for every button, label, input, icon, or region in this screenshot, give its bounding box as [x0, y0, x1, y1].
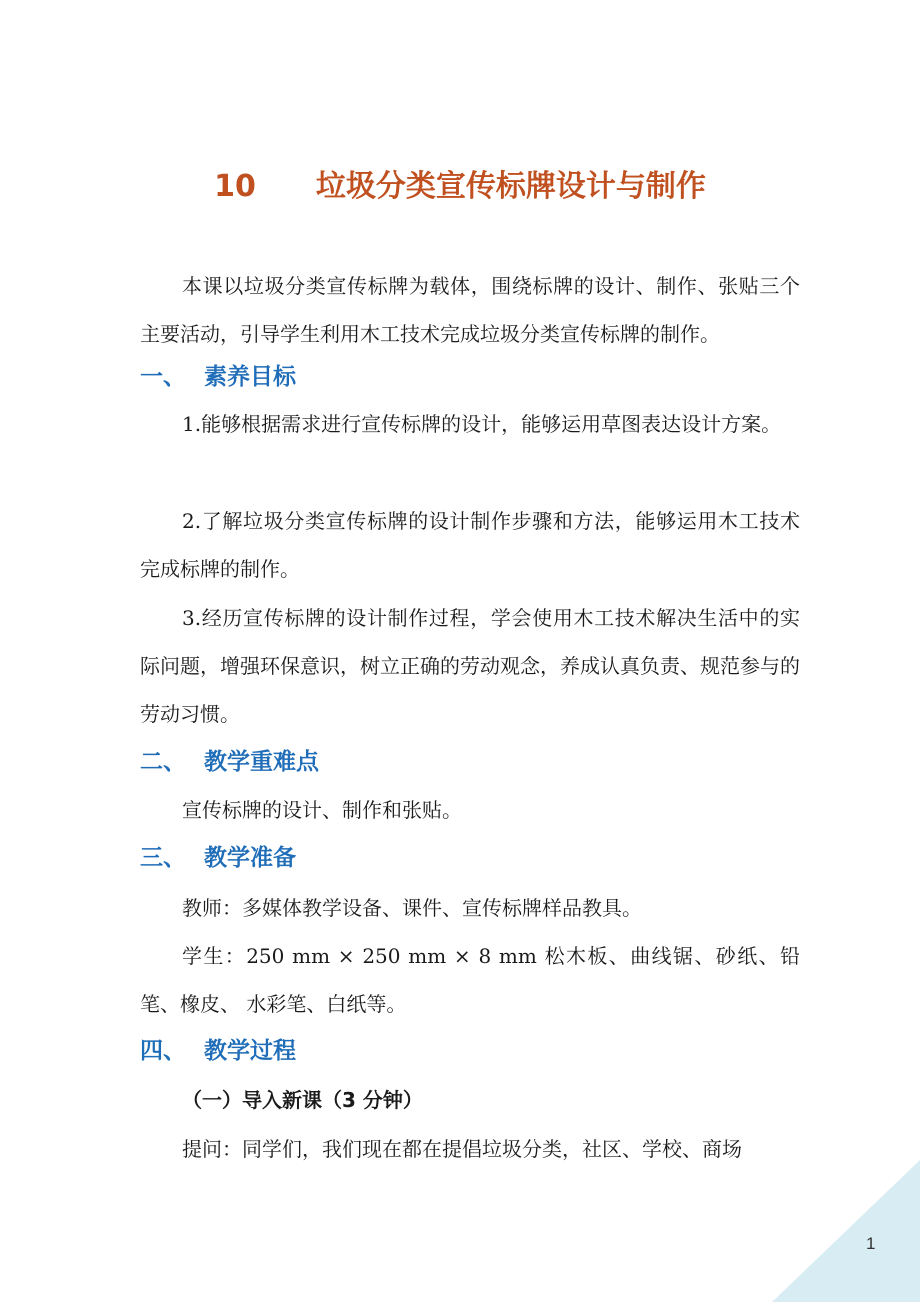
section-heading-3 [140, 838, 296, 878]
goal-item-1: 1.能够根据需求进行宣传标牌的设计，能够运用草图表达设计方案。 [182, 412, 782, 436]
corner-decoration [772, 1160, 920, 1302]
section-heading-2 [140, 742, 319, 782]
process-question: 提问：同学们，我们现在都在提倡垃圾分类，社区、学校、商场 [182, 1137, 742, 1161]
goal-item-3: 3.经历宣传标牌的设计制作过程，学会使用木工技术解决生活中的实际问题，增强环保意识，树立正确的劳动观念，养成认真负责、规范参与的劳动习惯。 [140, 606, 800, 726]
section-title: 教学过程 [204, 1038, 296, 1064]
section-title: 素养目标 [204, 364, 296, 390]
subsection-heading: （一）导入新课（3 分钟） [182, 1088, 423, 1112]
section-number: 二、 [140, 749, 186, 775]
key-points-text: 宣传标牌的设计、制作和张贴。 [182, 798, 462, 822]
goal-item-2: 2.了解垃圾分类宣传标牌的设计制作步骤和方法，能够运用木工技术完成标牌的制作。 [140, 509, 800, 581]
section-title: 教学重难点 [204, 749, 319, 775]
section-title: 教学准备 [204, 845, 296, 871]
page-number: 1 [866, 1234, 876, 1253]
intro-paragraph: 本课以垃圾分类宣传标牌为载体，围绕标牌的设计、制作、张贴三个主要活动，引导学生利用木工技术完成垃圾分类宣传标牌的制作。 [140, 274, 800, 346]
teacher-prep: 教师：多媒体教学设备、课件、宣传标牌样品教具。 [182, 896, 642, 920]
section-number: 四、 [140, 1038, 186, 1064]
section-number: 三、 [140, 845, 186, 871]
document-title: 10 垃圾分类宣传标牌设计与制作 [214, 169, 706, 204]
student-prep: 学生：250 mm × 250 mm × 8 mm 松木板、曲线锯、砂纸、铅笔、橡皮、 水彩笔、白纸等。 [140, 944, 800, 1016]
section-heading-4 [140, 1031, 296, 1071]
section-heading-1 [140, 357, 296, 397]
section-number: 一、 [140, 364, 186, 390]
